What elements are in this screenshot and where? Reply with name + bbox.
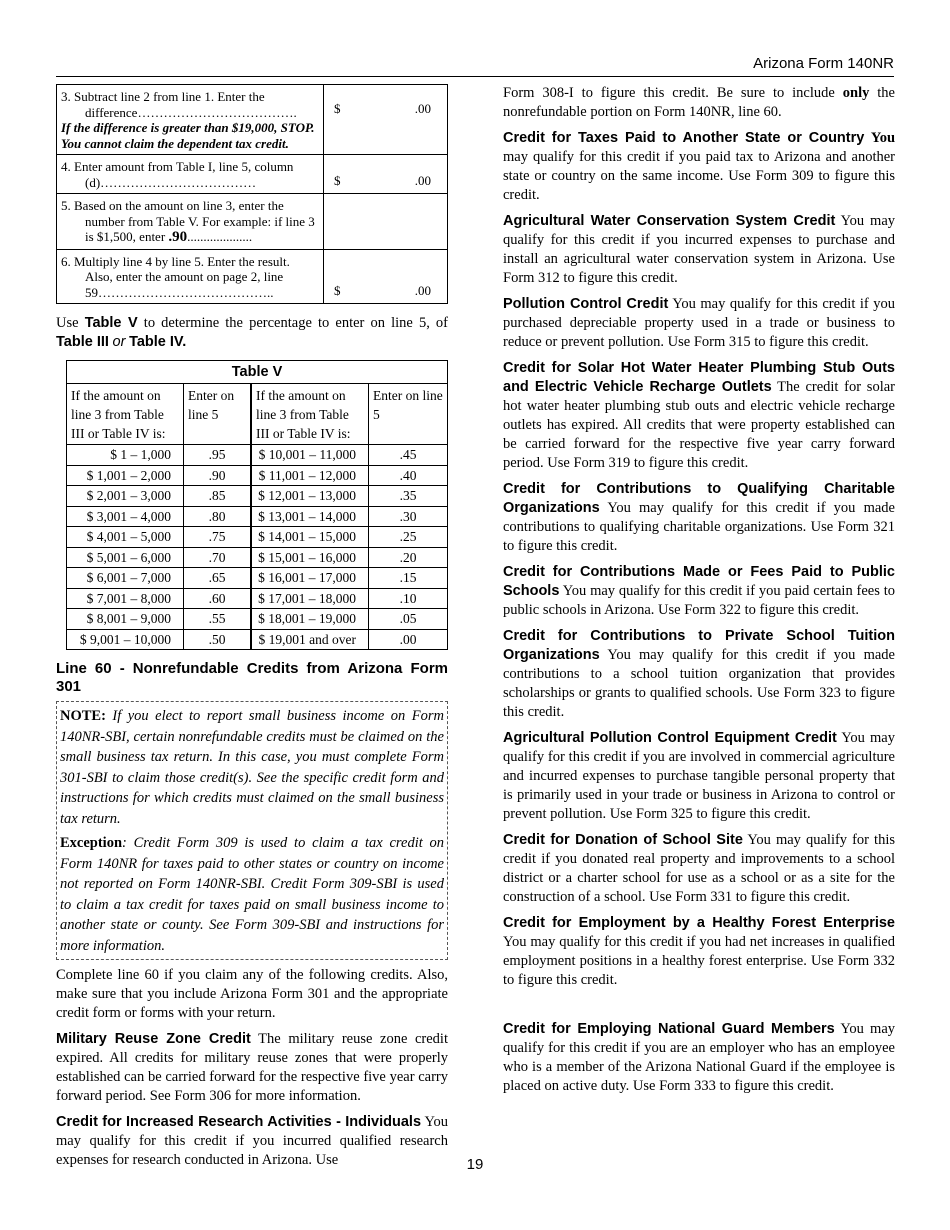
line-5-amount-box[interactable] <box>324 194 448 250</box>
credit-paragraph <box>503 212 895 288</box>
credit-paragraph <box>503 480 895 556</box>
table-v-header: If the amount on line 3 from Table III or Table IV is: <box>251 384 369 445</box>
credit-body: You may qualify for this credit if you paid certain fees to public schools in Arizona. Use Form 322 to figure this credit. <box>503 583 895 618</box>
table-v-percentage: .20 <box>369 547 448 568</box>
line-6-currency: $ <box>334 282 341 298</box>
credit-body: You may qualify for this credit if you incurred expenses to purchase and install an agricultural water conservation system in Arizona. Use Form 312 to figure this credit. <box>503 213 896 286</box>
table-v-row <box>67 445 448 466</box>
credit-body: You may qualify for this credit if you made contributions to a school tuition organization that provides scholarships or grants to qualified schools. Use Form 323 to figure this credit. <box>503 647 895 720</box>
left-credits-list <box>56 1030 448 1170</box>
left-column <box>56 84 448 1177</box>
table-v-percentage: .95 <box>184 445 252 466</box>
table-v-amount-range: $ 14,001 – 15,000 <box>251 527 369 548</box>
line-3-instruction: If the difference is greater than $19,000, STOP. You cannot claim the dependent tax credit. <box>61 120 315 151</box>
credit-paragraph <box>56 1030 448 1106</box>
table-v-amount-range: $ 3,001 – 4,000 <box>67 506 184 527</box>
table-v-amount-range: $ 4,001 – 5,000 <box>67 527 184 548</box>
exception-label: Exception <box>60 835 123 851</box>
table-v-percentage: .90 <box>184 465 252 486</box>
credit-title: Military Reuse Zone Credit <box>56 1031 251 1047</box>
line-60-heading: Line 60 - Nonrefundable Credits from Arizona Form 301 <box>56 660 448 695</box>
line-6-text: 6. Multiply line 4 by line 5. Enter the result. Also, enter the amount on page 2, line 59………………………………….. <box>61 253 290 300</box>
line-3-text: 3. Subtract line 2 from line 1. Enter the difference………………………………. <box>61 89 297 120</box>
credit-paragraph <box>503 129 895 205</box>
table-v-amount-range: $ 1 – 1,000 <box>67 445 184 466</box>
credit-body: may qualify for this credit if you paid tax to Arizona and another state or country on the same income. Use Form 309 to figure this credit. <box>503 149 895 203</box>
table-v-amount-range: $ 16,001 – 17,000 <box>251 568 369 589</box>
worksheet-lines-table <box>56 84 448 304</box>
right-column <box>503 84 895 1103</box>
line-4-currency: $ <box>334 172 341 188</box>
table-v-amount-range: $ 19,001 and over <box>251 629 369 650</box>
credit-title: Credit for Taxes Paid to Another State or Country <box>503 130 865 146</box>
note-label: NOTE: <box>60 708 106 724</box>
credit-title: Credit for Solar Hot Water Heater Plumbing Stub Outs and Electric Vehicle Recharge Outlets <box>503 360 895 395</box>
right-credits-list <box>503 129 895 1096</box>
use-table-v-text: Use Table V to determine the percentage to enter on line 5, of Table III or Table IV. <box>56 315 449 350</box>
table-v-percentage: .80 <box>184 506 252 527</box>
table-v-percentage: .00 <box>369 629 448 650</box>
form-308-continuation: Form 308-I to figure this credit. Be sure to include only the nonrefundable portion on Form 140NR, line 60. <box>503 85 895 120</box>
credit-body: You may qualify for this credit if you donated real property and improvements to a school district or a charter school for use as a school or as a site for the construction of a school. Use Form 331 to figure this credit. <box>503 832 895 905</box>
table-v-percentage: .55 <box>184 609 252 630</box>
credit-body: The military reuse zone credit expired. All credits for military reuse zones that were properly established can be carried forward for the respective five year carry forward period. See Form 306 for more information. <box>56 1031 448 1104</box>
table-v-row <box>67 609 448 630</box>
table-v-title: Table V <box>67 361 448 384</box>
credit-paragraph <box>503 914 895 990</box>
credit-title: Agricultural Pollution Control Equipment Credit <box>503 730 837 746</box>
credit-body: You may qualify for this credit if you purchased depreciable property used in a trade or business to reduce or prevent pollution. Use Form 315 to figure this credit. <box>503 296 896 350</box>
line-5-row <box>57 194 448 250</box>
table-v-row <box>67 588 448 609</box>
line-3-row <box>57 85 448 155</box>
line-5-dots: .................... <box>187 229 253 244</box>
credit-body: You may qualify for this credit if you had net increases in qualified employment positions in a healthy forest enterprise. Use Form 332 to figure this credit. <box>503 934 895 988</box>
table-v-percentage: .10 <box>369 588 448 609</box>
credit-title: Credit for Contributions to Qualifying Charitable Organizations <box>503 481 895 516</box>
table-v-amount-range: $ 13,001 – 14,000 <box>251 506 369 527</box>
table-v-header: Enter on line 5 <box>369 384 448 445</box>
table-v-row <box>67 506 448 527</box>
table-v-percentage: .85 <box>184 486 252 507</box>
line-6-amount[interactable]: .00 <box>414 282 431 298</box>
credit-paragraph <box>503 295 895 352</box>
credit-paragraph <box>503 1020 895 1096</box>
table-v-amount-range: $ 5,001 – 6,000 <box>67 547 184 568</box>
table-v-header-row <box>67 384 448 445</box>
table-v-percentage: .45 <box>369 445 448 466</box>
table-v-percentage: .25 <box>369 527 448 548</box>
credit-body: You may qualify for this credit if you made contributions to qualifying charitable organizations. Use Form 321 to figure this credit. <box>503 500 895 554</box>
credit-body: You may qualify for this credit if you are an employer who has an employee who is a member of the Arizona National Guard if the employee is placed on active duty. Use Form 333 to figure this credit. <box>503 1021 896 1094</box>
line-3-amount[interactable]: .00 <box>414 101 431 116</box>
table-v-row <box>67 547 448 568</box>
table-v-row <box>67 486 448 507</box>
credit-body: You may qualify for this credit if you are involved in commercial agriculture and incurred expenses to purchase tangible personal property that is primarily used in your trade or business in Arizona to control or prevent pollution. Use Form 325 to figure this credit. <box>503 730 895 822</box>
form-header: Arizona Form 140NR <box>753 55 894 72</box>
credit-title: Credit for Contributions Made or Fees Paid to Public Schools <box>503 564 895 599</box>
table-v-header: If the amount on line 3 from Table III or Table IV is: <box>67 384 184 445</box>
table-v-amount-range: $ 12,001 – 13,000 <box>251 486 369 507</box>
table-v-header: Enter on line 5 <box>184 384 252 445</box>
page-number: 19 <box>466 1156 484 1173</box>
credit-body: The credit for solar hot water heater plumbing stub outs and electric vehicle recharge outlets has expired. All credits that were property established can be carried forward for the respective five year carry forward period. Use Form 319 to figure this credit. <box>503 379 895 471</box>
credit-paragraph <box>503 729 895 824</box>
exception-text: : Credit Form 309 is used to claim a tax credit on Form 140NR for taxes paid to other states or country on income not reported on Form 140NR-SBI. Credit Form 309-SBI is used to claim a tax credit for taxes paid on small business income to another state or county. See Form 309-SBI and instructions for more information. <box>60 835 444 954</box>
line-4-text: 4. Enter amount from Table I, line 5, column (d)……………………………… <box>61 159 294 190</box>
line-3-currency: $ <box>334 101 341 116</box>
table-v-percentage: .75 <box>184 527 252 548</box>
table-v-amount-range: $ 10,001 – 11,000 <box>251 445 369 466</box>
line-5-example-value: .90 <box>168 229 188 245</box>
table-v-percentage: .30 <box>369 506 448 527</box>
note-box <box>56 701 448 960</box>
credit-title: Credit for Donation of School Site <box>503 832 743 848</box>
credit-paragraph <box>503 627 895 722</box>
credit-paragraph <box>503 831 895 907</box>
table-v-amount-range: $ 7,001 – 8,000 <box>67 588 184 609</box>
credit-title: Credit for Employment by a Healthy Forest Enterprise <box>503 915 895 931</box>
line-6-row <box>57 249 448 304</box>
credit-title: Agricultural Water Conservation System Credit <box>503 213 836 229</box>
table-v-percentage: .50 <box>184 629 252 650</box>
table-v-amount-range: $ 11,001 – 12,000 <box>251 465 369 486</box>
credit-paragraph <box>503 359 895 473</box>
table-v-percentage: .65 <box>184 568 252 589</box>
table-v-percentage: .60 <box>184 588 252 609</box>
table-v-row <box>67 527 448 548</box>
table-v-amount-range: $ 2,001 – 3,000 <box>67 486 184 507</box>
table-v-row <box>67 465 448 486</box>
line-5-text: 5. Based on the amount on line 3, enter the number from Table V. For example: if line 3 is $1,500, enter <box>61 198 315 244</box>
table-v-percentage: .40 <box>369 465 448 486</box>
table-v-percentage: .35 <box>369 486 448 507</box>
credit-title: Pollution Control Credit <box>503 296 669 312</box>
table-v-amount-range: $ 6,001 – 7,000 <box>67 568 184 589</box>
table-v-percentage: .15 <box>369 568 448 589</box>
complete-line-60-text: Complete line 60 if you claim any of the following credits. Also, make sure that you include Arizona Form 301 and the appropriate credit form or forms with your return. <box>56 967 448 1021</box>
table-v-percentage: .05 <box>369 609 448 630</box>
table-v-amount-range: $ 17,001 – 18,000 <box>251 588 369 609</box>
credit-title: Credit for Contributions to Private School Tuition Organizations <box>503 628 895 663</box>
table-v-amount-range: $ 8,001 – 9,000 <box>67 609 184 630</box>
table-v-amount-range: $ 1,001 – 2,000 <box>67 465 184 486</box>
table-v <box>66 360 448 650</box>
credit-title: Credit for Increased Research Activities - Individuals <box>56 1114 422 1130</box>
line-4-amount[interactable]: .00 <box>414 172 431 188</box>
credit-body: You may qualify for this credit if you incurred qualified research expenses for research conducted in Arizona. Use <box>56 1114 449 1168</box>
table-v-row <box>67 568 448 589</box>
table-v-amount-range: $ 9,001 – 10,000 <box>67 629 184 650</box>
note-text: If you elect to report small business income on Form 140NR-SBI, certain nonrefundable credits must be claimed on the small business tax return. In this case, you must complete Form 301-SBI to claim those credit(s). See the specific credit form and instructions for which credits must claimed on the small business tax return. <box>60 708 445 827</box>
credit-title: Credit for Employing National Guard Members <box>503 1021 835 1037</box>
credit-paragraph <box>503 563 895 620</box>
table-v-row <box>67 629 448 650</box>
credit-title-serif: You <box>870 130 896 146</box>
table-v-amount-range: $ 18,001 – 19,000 <box>251 609 369 630</box>
table-v-percentage: .70 <box>184 547 252 568</box>
table-v-amount-range: $ 15,001 – 16,000 <box>251 547 369 568</box>
line-4-row <box>57 155 448 194</box>
header-rule <box>56 76 894 77</box>
